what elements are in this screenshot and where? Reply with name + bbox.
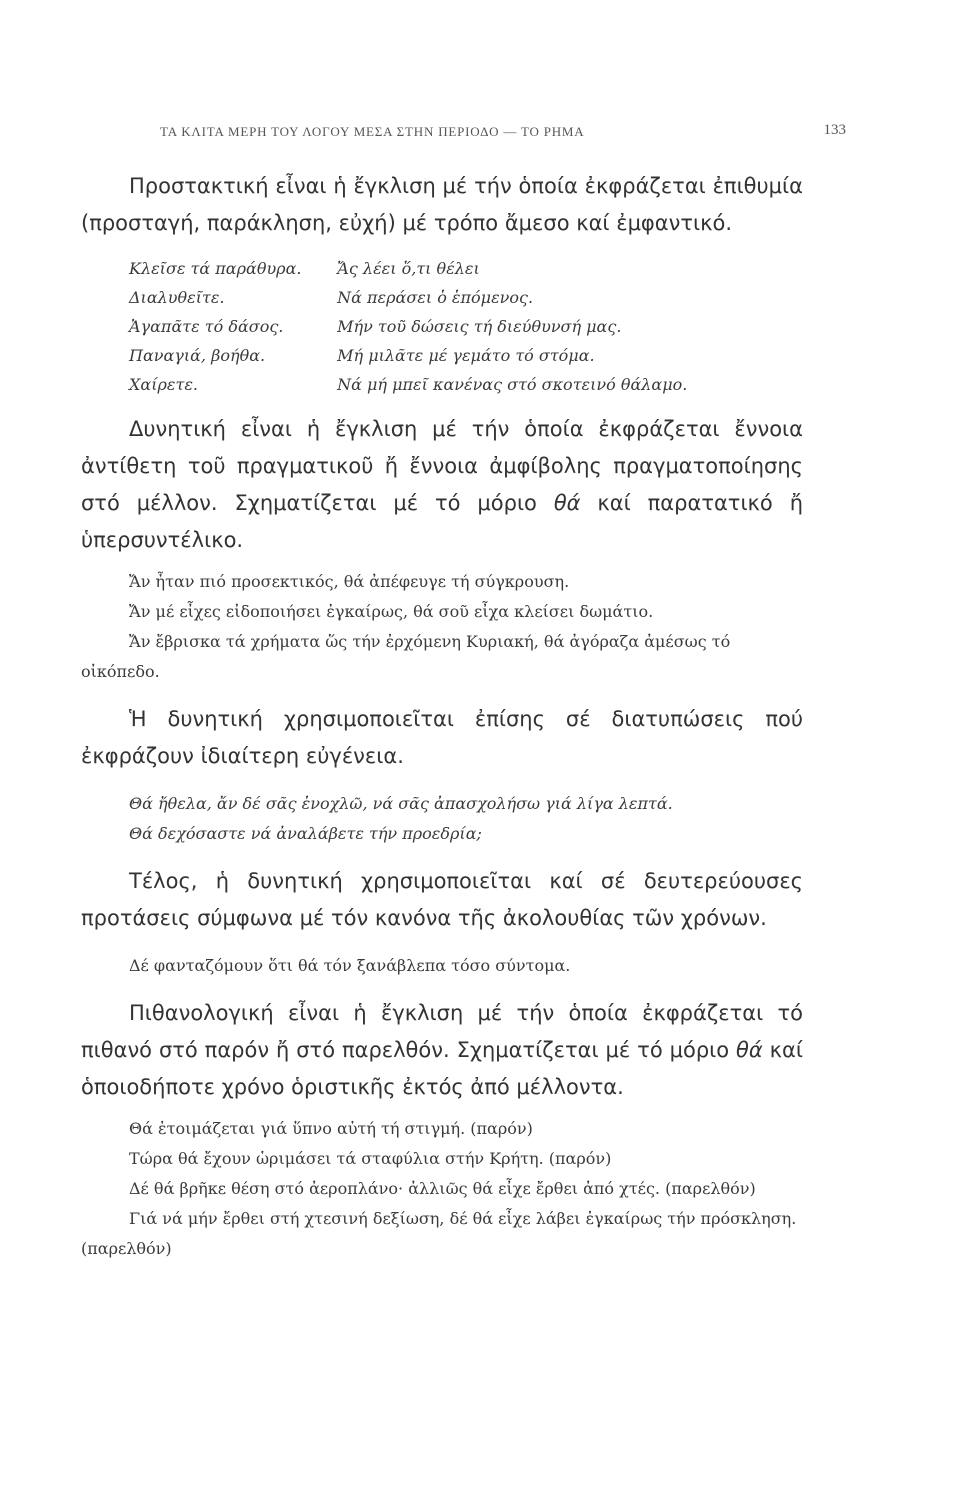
sequence-examples <box>129 951 803 981</box>
probability-example: Θά ἑτοιμάζεται γιά ὕπνο αὐτή τή στιγμή. (παρόν) <box>129 1119 533 1138</box>
example-line: Θά δεχόσαστε νά ἀναλάβετε τήν προεδρία; <box>129 824 482 843</box>
conditional-example: Ἄν μέ εἶχες εἰδοποιήσει ἐγκαίρως, θά σοῦ εἶχα κλείσει δωμάτιο. <box>129 602 654 621</box>
example-line: Μήν τοῦ δώσεις τή διεύθυνσή μας. <box>337 317 622 336</box>
imperative-examples-right <box>337 254 803 399</box>
page-content <box>81 168 803 1264</box>
probability-example: Δέ θά βρῆκε θέση στό ἀεροπλάνο· ἀλλιῶς θά εἶχε ἔρθει ἀπό χτές. (παρελθόν) <box>129 1179 756 1198</box>
imperative-definition: Προστακτική εἶναι ἡ ἔγκλιση μέ τήν ὁποία ἐκφράζεται ἐπιθυμία (προσταγή, παράκληση, εὐχή) μέ τρόπο ἄμεσο καί ἐμφαντικό. <box>81 174 803 235</box>
probability-text-b: καί ὁποιοδήποτε χρόνο ὁριστικῆς ἐκτός ἀπό μέλλοντα. <box>81 1038 803 1099</box>
politeness-examples <box>129 789 803 849</box>
page-number: 133 <box>823 122 846 138</box>
example-line: Δέ φανταζόμουν ὅτι θά τόν ξανάβλεπα τόσο σύντομα. <box>129 956 571 975</box>
conditional-definition <box>81 411 803 559</box>
conditional-example: Ἄν ἔβρισκα τά χρήματα ὥς τήν ἐρχόμενη Κυριακή, θά ἀγόραζα ἀμέσως τό οἰκόπεδο. <box>81 632 731 681</box>
sequence-paragraph: Τέλος, ἡ δυνητική χρησιμοποιεῖται καί σέ δευτερεύουσες προτάσεις σύμφωνα μέ τόν κανόνα τῆς ἀκολουθίας τῶν χρόνων. <box>81 869 803 930</box>
probability-particle: θά <box>736 1038 763 1062</box>
running-head: ΤΑ ΚΛΙΤΑ ΜΕΡΗ ΤΟΥ ΛΟΓΟΥ ΜΕΣΑ ΣΤΗΝ ΠΕΡΙΟΔΟ — ΤΟ ΡΗΜΑ <box>160 124 585 139</box>
probability-text-a: Πιθανολογική εἶναι ἡ ἔγκλιση μέ τήν ὁποία ἐκφράζεται τό πιθανό στό παρόν ἤ στό παρελθόν. Σχηματίζεται μέ τό μόριο <box>81 1001 803 1062</box>
conditional-particle: θά <box>553 491 581 515</box>
conditional-text-a: Δυνητική εἶναι ἡ ἔγκλιση μέ τήν ὁποία ἐκφράζεται ἔννοια ἀντίθετη τοῦ πραγματικοῦ ἤ ἔννοια ἀμφίβολης πραγματοποίησης στό μέλλον. Σχηματίζεται μέ τό μόριο <box>81 417 803 515</box>
example-line: Μή μιλᾶτε μέ γεμάτο τό στόμα. <box>337 346 595 365</box>
conditional-example: Ἄν ἦταν πιό προσεκτικός, θά ἀπέφευγε τή σύγκρουση. <box>129 572 570 591</box>
example-line: Ἀγαπᾶτε τό δάσος. <box>129 317 284 336</box>
probability-example: Τώρα θά ἔχουν ὡριμάσει τά σταφύλια στήν Κρήτη. (παρόν) <box>129 1149 612 1168</box>
imperative-examples <box>129 254 803 399</box>
example-line: Διαλυθεῖτε. <box>129 288 225 307</box>
conditional-text-b: καί παρατατικό ἤ ὑπερσυντέλικο. <box>81 491 803 552</box>
probability-example: Γιά νά μήν ἔρθει στή χτεσινή δεξίωση, δέ θά εἶχε λάβει ἐγκαίρως τήν πρόσκληση. (παρελθόν) <box>81 1209 797 1258</box>
imperative-examples-left <box>129 254 337 399</box>
example-line: Θά ἤθελα, ἄν δέ σᾶς ἐνοχλῶ, νά σᾶς ἀπασχολήσω γιά λίγα λεπτά. <box>129 794 673 813</box>
example-line: Κλεῖσε τά παράθυρα. <box>129 259 302 278</box>
example-line: Ἄς λέει ὅ,τι θέλει <box>337 259 480 278</box>
example-line: Νά περάσει ὁ ἑπόμενος. <box>337 288 534 307</box>
example-line: Νά μή μπεῖ κανένας στό σκοτεινό θάλαμο. <box>337 375 688 394</box>
example-line: Χαίρετε. <box>129 375 198 394</box>
politeness-paragraph: Ἡ δυνητική χρησιμοποιεῖται ἐπίσης σέ διατυπώσεις πού ἐκφράζουν ἰδιαίτερη εὐγένεια. <box>81 707 803 768</box>
probability-definition <box>81 995 803 1106</box>
example-line: Παναγιά, βοήθα. <box>129 346 266 365</box>
